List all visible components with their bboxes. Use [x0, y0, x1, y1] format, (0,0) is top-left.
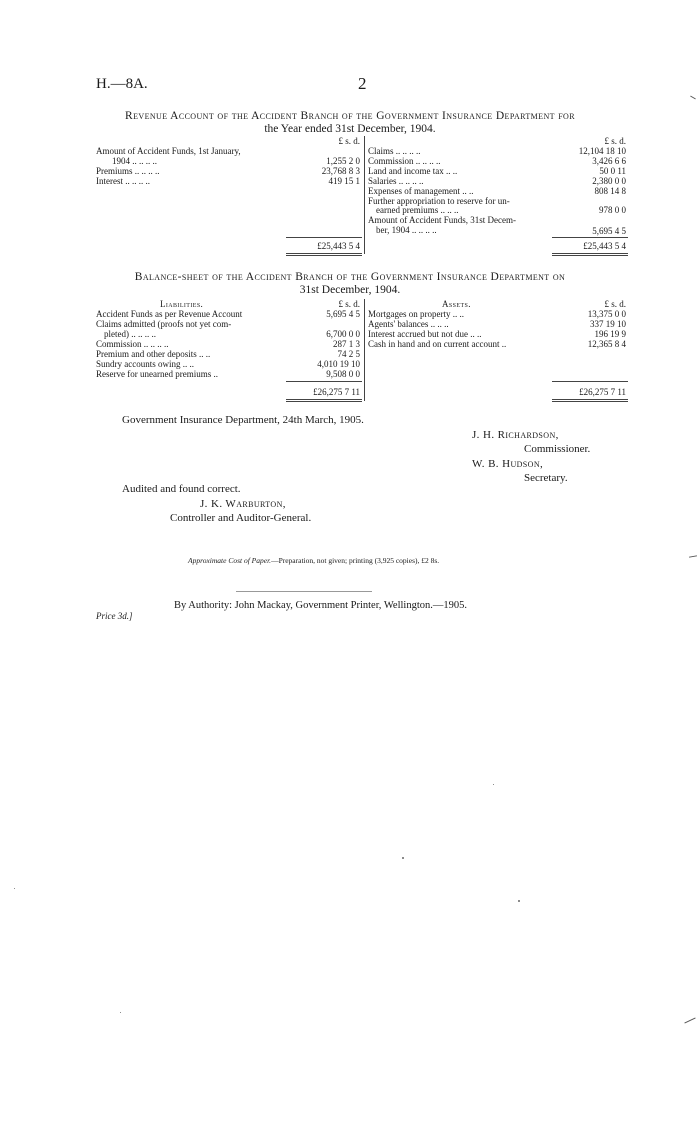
document-reference: H.—8A. — [96, 76, 148, 92]
scan-mark — [684, 1018, 695, 1024]
balance-title-line2: 31st December, 1904. — [299, 284, 401, 296]
scan-speck — [14, 888, 15, 889]
page-number: 2 — [358, 74, 367, 93]
income-row-amount: 419 15 1 — [328, 176, 360, 186]
signer2-name: W. B. Hudson, — [472, 458, 544, 470]
assets-header: Assets. — [442, 299, 471, 309]
asset-row-amount: 12,365 8 4 — [587, 339, 626, 349]
expenditure-row-label: Land and income tax .. .. — [368, 166, 458, 176]
liability-row-label: pleted) .. .. .. .. — [104, 329, 156, 339]
cost-detail: —Preparation, not given; printing (3,925 copies), £2 8s. — [271, 556, 440, 565]
liability-row-amount: 9,508 0 0 — [326, 369, 360, 379]
price: Price 3d.] — [96, 611, 133, 621]
audit-note: Audited and found correct. — [122, 483, 241, 495]
cost-of-paper-note — [188, 556, 439, 565]
revenue-currency-header-left: £ s. d. — [338, 136, 360, 146]
balance-double-rule-right — [552, 399, 628, 400]
scan-speck — [120, 1012, 121, 1013]
liability-row-amount: 74 2 5 — [337, 349, 360, 359]
scan-mark — [689, 555, 697, 557]
asset-row-label: Mortgages on property .. .. — [368, 309, 464, 319]
separator-rule — [236, 591, 372, 592]
auditor-title: Controller and Auditor-General. — [170, 512, 312, 524]
liability-row-label: Reserve for unearned premiums .. — [96, 369, 218, 379]
revenue-currency-header-right: £ s. d. — [604, 136, 626, 146]
scan-speck — [402, 857, 404, 859]
expenditure-row-amount: 2,380 0 0 — [592, 176, 626, 186]
balance-double-rule-right — [552, 401, 628, 402]
income-row-label: Amount of Accident Funds, 1st January, — [96, 146, 241, 156]
signer2-title: Secretary. — [524, 472, 568, 484]
income-row-amount: 1,255 2 0 — [326, 156, 360, 166]
expenditure-row-amount: 12,104 18 10 — [578, 146, 626, 156]
expenditure-row-amount: 5,695 4 5 — [592, 226, 626, 236]
expenditure-row-amount: 3,426 6 6 — [592, 156, 626, 166]
balance-total-rule-right — [552, 381, 628, 382]
asset-row-label: Interest accrued but not due .. .. — [368, 329, 482, 339]
asset-row-amount: 337 19 10 — [590, 319, 626, 329]
expenditure-row-amount: 808 14 8 — [594, 186, 626, 196]
revenue-total-right: £25,443 5 4 — [583, 241, 626, 251]
expenditure-row-label: earned premiums .. .. .. — [376, 205, 459, 215]
balance-double-rule-left — [286, 401, 362, 402]
income-row-label: Premiums .. .. .. .. — [96, 166, 160, 176]
printing-authority: By Authority: John Mackay, Government Printer, Wellington.—1905. — [174, 600, 467, 611]
liability-row-amount: 4,010 19 10 — [317, 359, 360, 369]
asset-row-label: Agents' balances .. .. .. — [368, 319, 449, 329]
liability-row-label: Sundry accounts owing .. .. — [96, 359, 194, 369]
scan-speck — [493, 784, 494, 785]
expenditure-row-label: Amount of Accident Funds, 31st Decem- — [368, 215, 516, 225]
balance-total-right: £26,275 7 11 — [579, 387, 626, 397]
signer1-title: Commissioner. — [524, 443, 591, 455]
liability-row-label: Premium and other deposits .. .. — [96, 349, 211, 359]
expenditure-row-label: Commission .. .. .. .. — [368, 156, 441, 166]
liability-row-label: Commission .. .. .. .. — [96, 339, 169, 349]
scan-speck — [518, 900, 520, 902]
signer1-name: J. H. Richardson, — [472, 429, 559, 441]
income-row-label: Interest .. .. .. .. — [96, 176, 150, 186]
liabilities-header: Liabilities. — [160, 299, 204, 309]
cost-label: Approximate Cost of Paper. — [188, 556, 272, 565]
balance-total-rule-left — [286, 381, 362, 382]
auditor-name: J. K. Warburton, — [200, 498, 286, 510]
liability-row-amount: 5,695 4 5 — [326, 309, 360, 319]
balance-double-rule-left — [286, 399, 362, 400]
expenditure-row-label: Salaries .. .. .. .. — [368, 176, 424, 186]
liability-row-amount: 6,700 0 0 — [326, 329, 360, 339]
revenue-title-line1: Revenue Account of the Accident Branch of the Government Insurance Department for — [125, 110, 575, 122]
expenditure-row-label: Further appropriation to reserve for un- — [368, 196, 510, 206]
balance-total-left: £26,275 7 11 — [313, 387, 360, 397]
revenue-total-left: £25,443 5 4 — [317, 241, 360, 251]
department-date: Government Insurance Department, 24th March, 1905. — [122, 414, 364, 426]
balance-sheet-table — [0, 0, 700, 400]
expenditure-row-amount: 50 0 11 — [599, 166, 626, 176]
revenue-title-line2: the Year ended 31st December, 1904. — [264, 123, 436, 135]
balance-currency-header-left: £ s. d. — [338, 299, 360, 309]
liability-row-label: Claims admitted (proofs not yet com- — [96, 319, 232, 329]
income-row-label: 1904 .. .. .. .. — [112, 156, 157, 166]
asset-row-label: Cash in hand and on current account .. — [368, 339, 507, 349]
income-row-amount: 23,768 8 3 — [321, 166, 360, 176]
expenditure-row-label: Expenses of management .. .. — [368, 186, 474, 196]
liability-row-label: Accident Funds as per Revenue Account — [96, 309, 243, 319]
balance-title-line1: Balance-sheet of the Accident Branch of the Government Insurance Department on — [134, 271, 566, 283]
liability-row-amount: 287 1 3 — [333, 339, 360, 349]
balance-currency-header-right: £ s. d. — [604, 299, 626, 309]
asset-row-amount: 13,375 0 0 — [587, 309, 626, 319]
expenditure-row-label: ber, 1904 .. .. .. .. — [376, 225, 437, 235]
expenditure-row-amount: 978 0 0 — [599, 205, 626, 215]
asset-row-amount: 196 19 9 — [594, 329, 626, 339]
expenditure-row-label: Claims .. .. .. .. — [368, 146, 421, 156]
balance-center-rule — [364, 299, 365, 401]
